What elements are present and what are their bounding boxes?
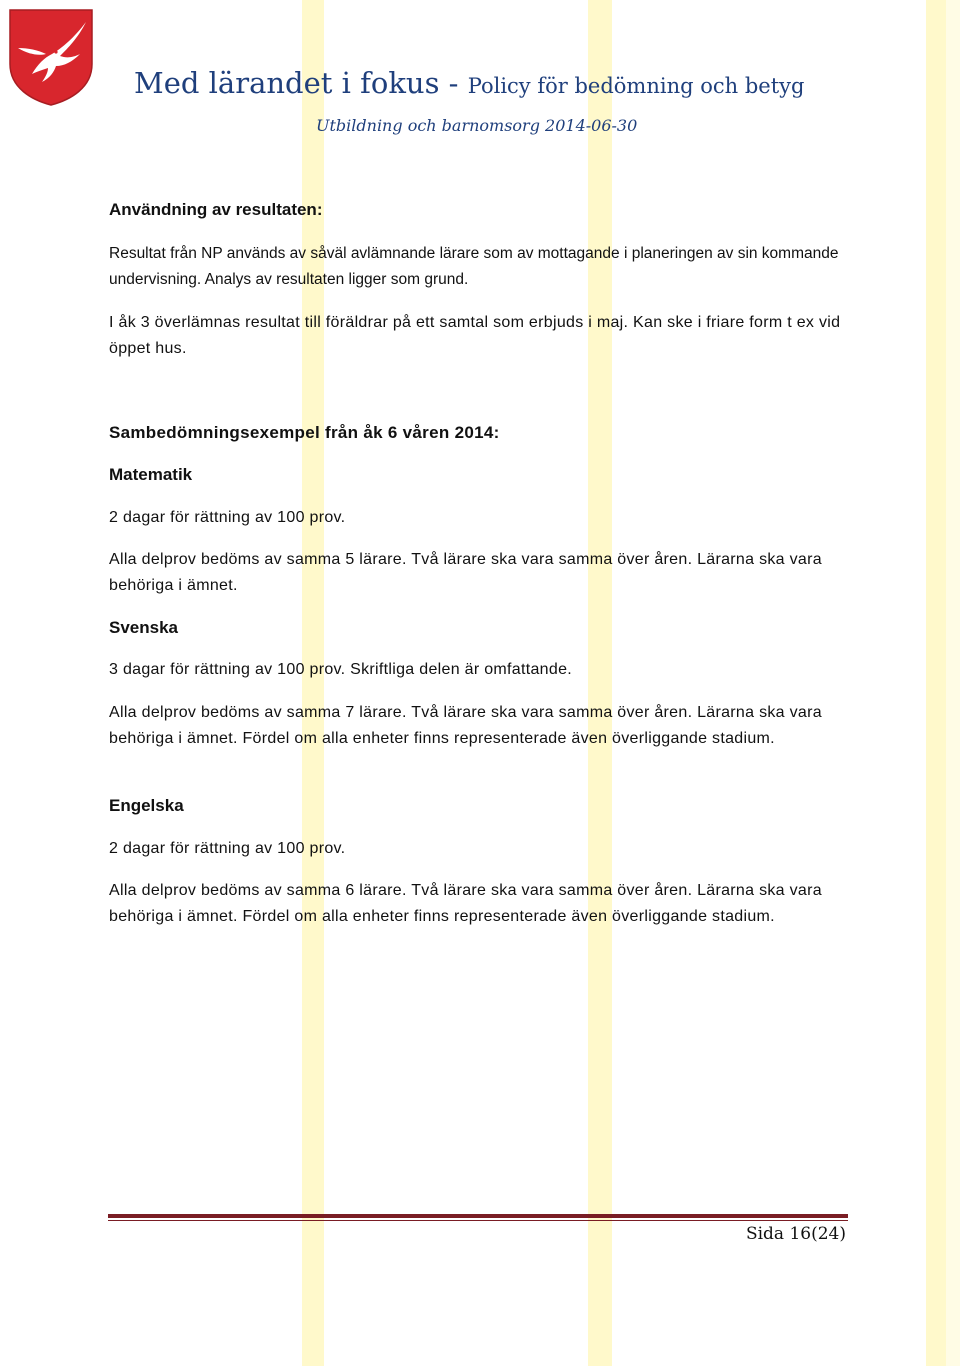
paragraph: 3 dagar för rättning av 100 prov. Skriftliga delen är omfattande. [109, 661, 573, 678]
paragraph: Resultat från NP används av såväl avlämnande lärare som av mottagande i planeringen av sin kommande undervisning. Analys av resultaten ligger som grund. [109, 245, 839, 288]
title-sub: Policy för bedömning och betyg [467, 74, 805, 98]
footer-rule [108, 1214, 848, 1221]
paragraph: I åk 3 överlämnas resultat till föräldrar på ett samtal som erbjuds i maj. Kan ske i friare form t ex vid öppet hus. [109, 314, 841, 357]
subject-heading: Engelska [109, 796, 184, 815]
document-meta: Utbildning och barnomsorg 2014-06-30 [316, 116, 638, 135]
page-number: Sida 16(24) [745, 1224, 846, 1244]
title-main: Med lärandet i fokus - [134, 66, 468, 100]
paragraph: Alla delprov bedöms av samma 7 lärare. Två lärare ska vara samma över åren. Lärarna ska vara behöriga i ämnet. Fördel om alla enheter finns representerade även överliggande stadium. [109, 704, 822, 747]
kite-bird-crest-icon [8, 8, 94, 106]
paragraph: Alla delprov bedöms av samma 6 lärare. Två lärare ska vara samma över åren. Lärarna ska vara behöriga i ämnet. Fördel om alla enheter finns representerade även överliggande stadium. [109, 882, 822, 925]
section-heading: Användning av resultaten: [109, 200, 323, 219]
highlight-stripe [946, 0, 960, 1366]
paragraph: 2 dagar för rättning av 100 prov. [109, 840, 346, 857]
subject-heading: Svenska [109, 618, 178, 637]
section-heading: Sambedömningsexempel från åk 6 våren 2014: [109, 423, 500, 442]
subject-heading: Matematik [109, 465, 193, 484]
paragraph: Alla delprov bedöms av samma 5 lärare. Två lärare ska vara samma över åren. Lärarna ska vara behöriga i ämnet. [109, 551, 822, 594]
highlight-stripe [926, 0, 946, 1366]
document-title [134, 66, 804, 100]
paragraph: 2 dagar för rättning av 100 prov. [109, 509, 346, 526]
